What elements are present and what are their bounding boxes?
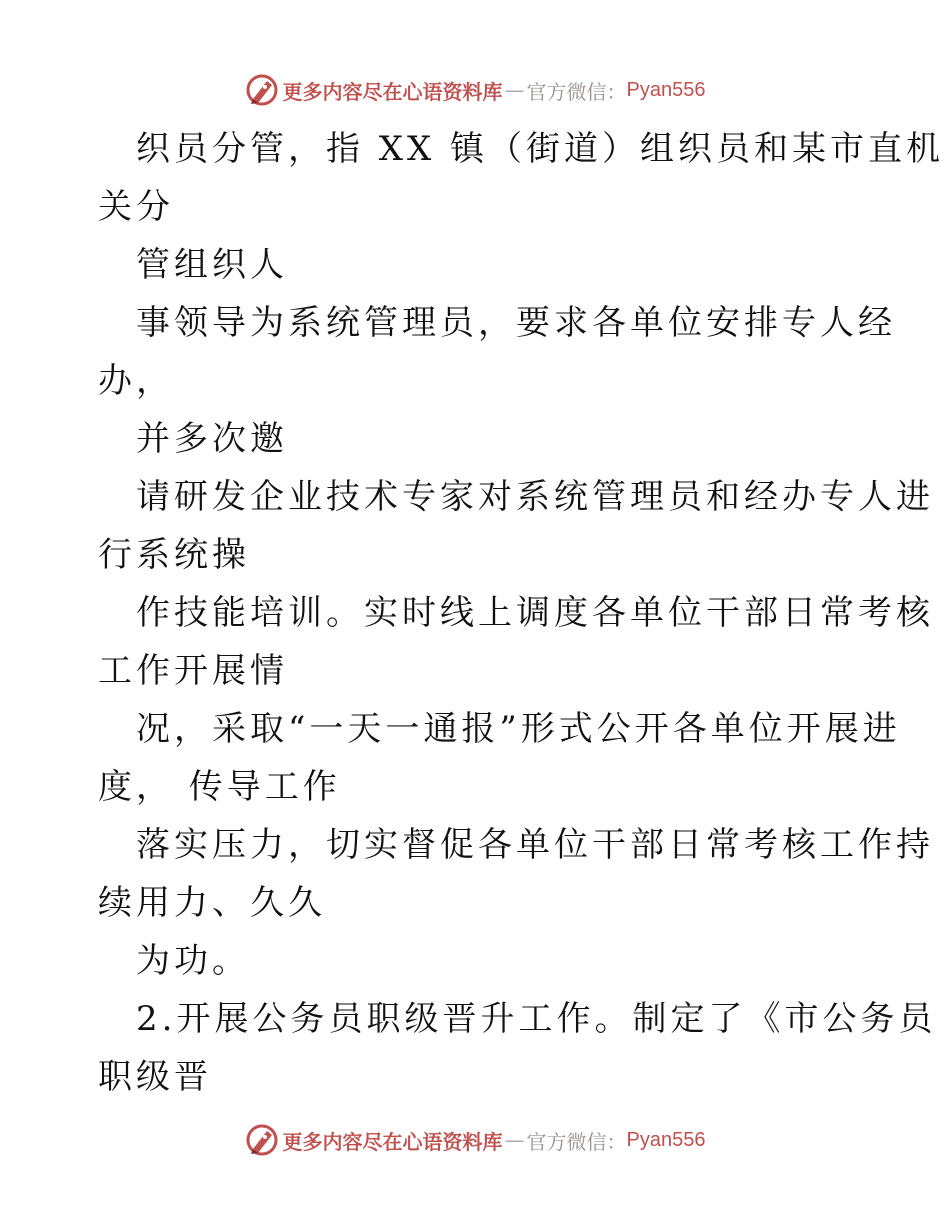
document-body xyxy=(98,120,945,1106)
text-line: 管组织人 xyxy=(136,245,288,285)
banner-dash: — xyxy=(504,78,525,102)
banner-wechat-id: Pyan556 xyxy=(626,78,706,101)
pen-nib-logo-icon xyxy=(245,73,279,107)
text-line: 工作开展情 xyxy=(98,651,288,691)
banner-wechat-label: 官方微信： xyxy=(526,1129,627,1154)
text-line: 行系统操 xyxy=(98,535,250,575)
text-line: 况，采取“一天一通报”形式公开各单位开展进 xyxy=(136,709,901,749)
text-line: 并多次邀 xyxy=(136,419,288,459)
banner-dash: — xyxy=(504,1128,525,1152)
text-line: 事领导为系统管理员，要求各单位安排专人经 xyxy=(136,303,896,343)
text-line: 度， 传导工作 xyxy=(98,767,341,807)
banner-wechat-label: 官方微信： xyxy=(526,79,627,104)
text-line: 作技能培训。实时线上调度各单位干部日常考核 xyxy=(136,593,934,633)
banner-wechat-id: Pyan556 xyxy=(626,1128,706,1151)
header-banner xyxy=(0,70,950,110)
text-line: 请研发企业技术专家对系统管理员和经办专人进 xyxy=(136,477,934,517)
text-line: 职级晋 xyxy=(98,1057,212,1097)
text-line: 2.开展公务员职级晋升工作。制定了《市公务员 xyxy=(136,999,937,1039)
text-line: 关分 xyxy=(98,187,174,227)
text-line: 为功。 xyxy=(136,941,250,981)
banner-site-name: 更多内容尽在心语资料库 xyxy=(282,1129,503,1154)
footer-banner xyxy=(0,1120,950,1160)
text-line: 织员分管，指 XX 镇（街道）组织员和某市直机 xyxy=(136,129,945,169)
banner-site-name: 更多内容尽在心语资料库 xyxy=(282,79,503,104)
text-line: 续用力、久久 xyxy=(98,883,326,923)
text-line: 办， xyxy=(98,361,174,401)
pen-nib-logo-icon xyxy=(245,1123,279,1157)
text-line: 落实压力，切实督促各单位干部日常考核工作持 xyxy=(136,825,934,865)
